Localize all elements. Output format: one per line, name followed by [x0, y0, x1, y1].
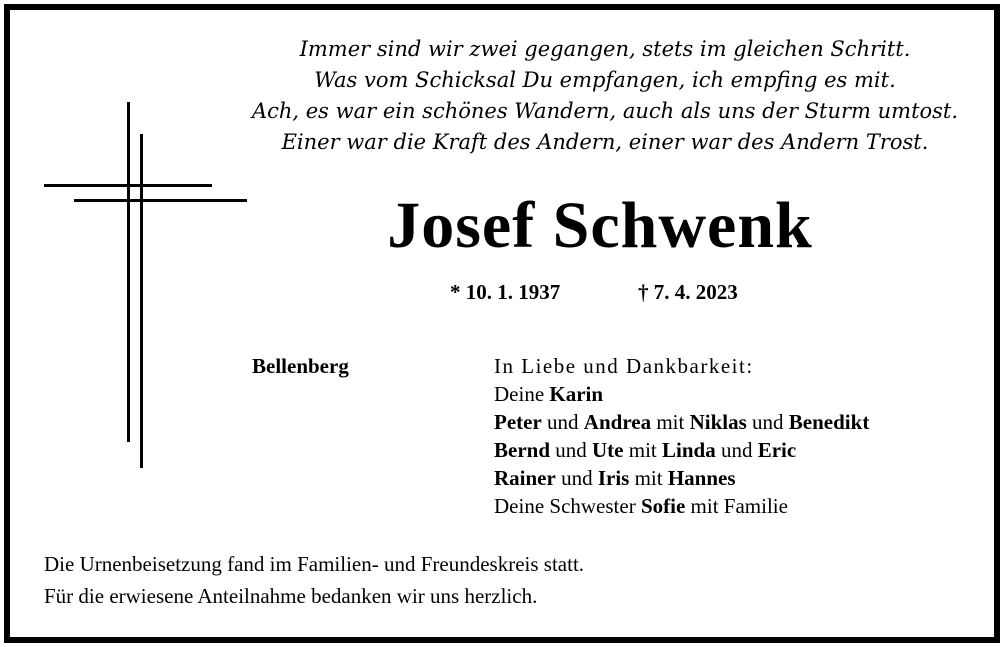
mourner-text: Deine	[494, 382, 550, 406]
mourner-name: Niklas	[689, 410, 747, 434]
mourner-text: und	[555, 466, 598, 490]
mourners-list	[494, 352, 869, 520]
mourner-text: mit	[651, 410, 690, 434]
mourner-text: und	[746, 410, 789, 434]
poem-line: Immer sind wir zwei gegangen, stets im gleichen Schritt.	[299, 37, 911, 61]
mourner-name: Benedikt	[788, 410, 870, 434]
mourner-text: mit	[629, 466, 668, 490]
mourner-name: Iris	[597, 466, 630, 490]
deceased-name: Josef Schwenk	[387, 189, 813, 262]
poem-line: Einer war die Kraft des Andern, einer war des Andern Trost.	[281, 130, 929, 154]
mourner-name: Ute	[592, 438, 624, 462]
mourner-line	[494, 436, 869, 464]
mourner-text: und	[550, 438, 593, 462]
poem-line: Ach, es war ein schönes Wandern, auch als uns der Sturm umtost.	[251, 99, 959, 123]
footer-notes	[44, 548, 584, 612]
mourner-text: und	[541, 410, 584, 434]
mourner-name: Sofie	[640, 494, 686, 518]
mourner-text: mit	[623, 438, 663, 462]
mourner-line	[494, 380, 869, 408]
birth-date: * 10. 1. 1937	[450, 280, 561, 304]
place-name: Bellenberg	[252, 354, 349, 378]
mourner-line	[494, 464, 869, 492]
mourner-name: Eric	[757, 438, 797, 462]
mourner-name: Rainer	[494, 466, 556, 490]
mourner-text: und	[715, 438, 758, 462]
mourner-name: Andrea	[583, 410, 652, 434]
death-date: † 7. 4. 2023	[638, 280, 738, 304]
mourners-intro: In Liebe und Dankbarkeit:	[494, 354, 754, 378]
mourner-line	[494, 408, 869, 436]
thanks-note: Für die erwiesene Anteilnahme bedanken wir uns herzlich.	[44, 584, 538, 608]
mourner-line	[494, 492, 869, 520]
mourner-name: Hannes	[667, 466, 736, 490]
memorial-poem	[240, 34, 970, 158]
burial-note: Die Urnenbeisetzung fand im Familien- und Freundeskreis statt.	[44, 552, 585, 576]
mourner-name: Bernd	[494, 438, 551, 462]
mourner-name: Peter	[494, 410, 542, 434]
mourner-name: Karin	[549, 382, 604, 406]
mourner-name: Linda	[662, 438, 716, 462]
mourner-text: mit Familie	[685, 494, 788, 518]
poem-line: Was vom Schicksal Du empfangen, ich empfing es mit.	[314, 68, 896, 92]
mourner-text: Deine Schwester	[494, 494, 641, 518]
